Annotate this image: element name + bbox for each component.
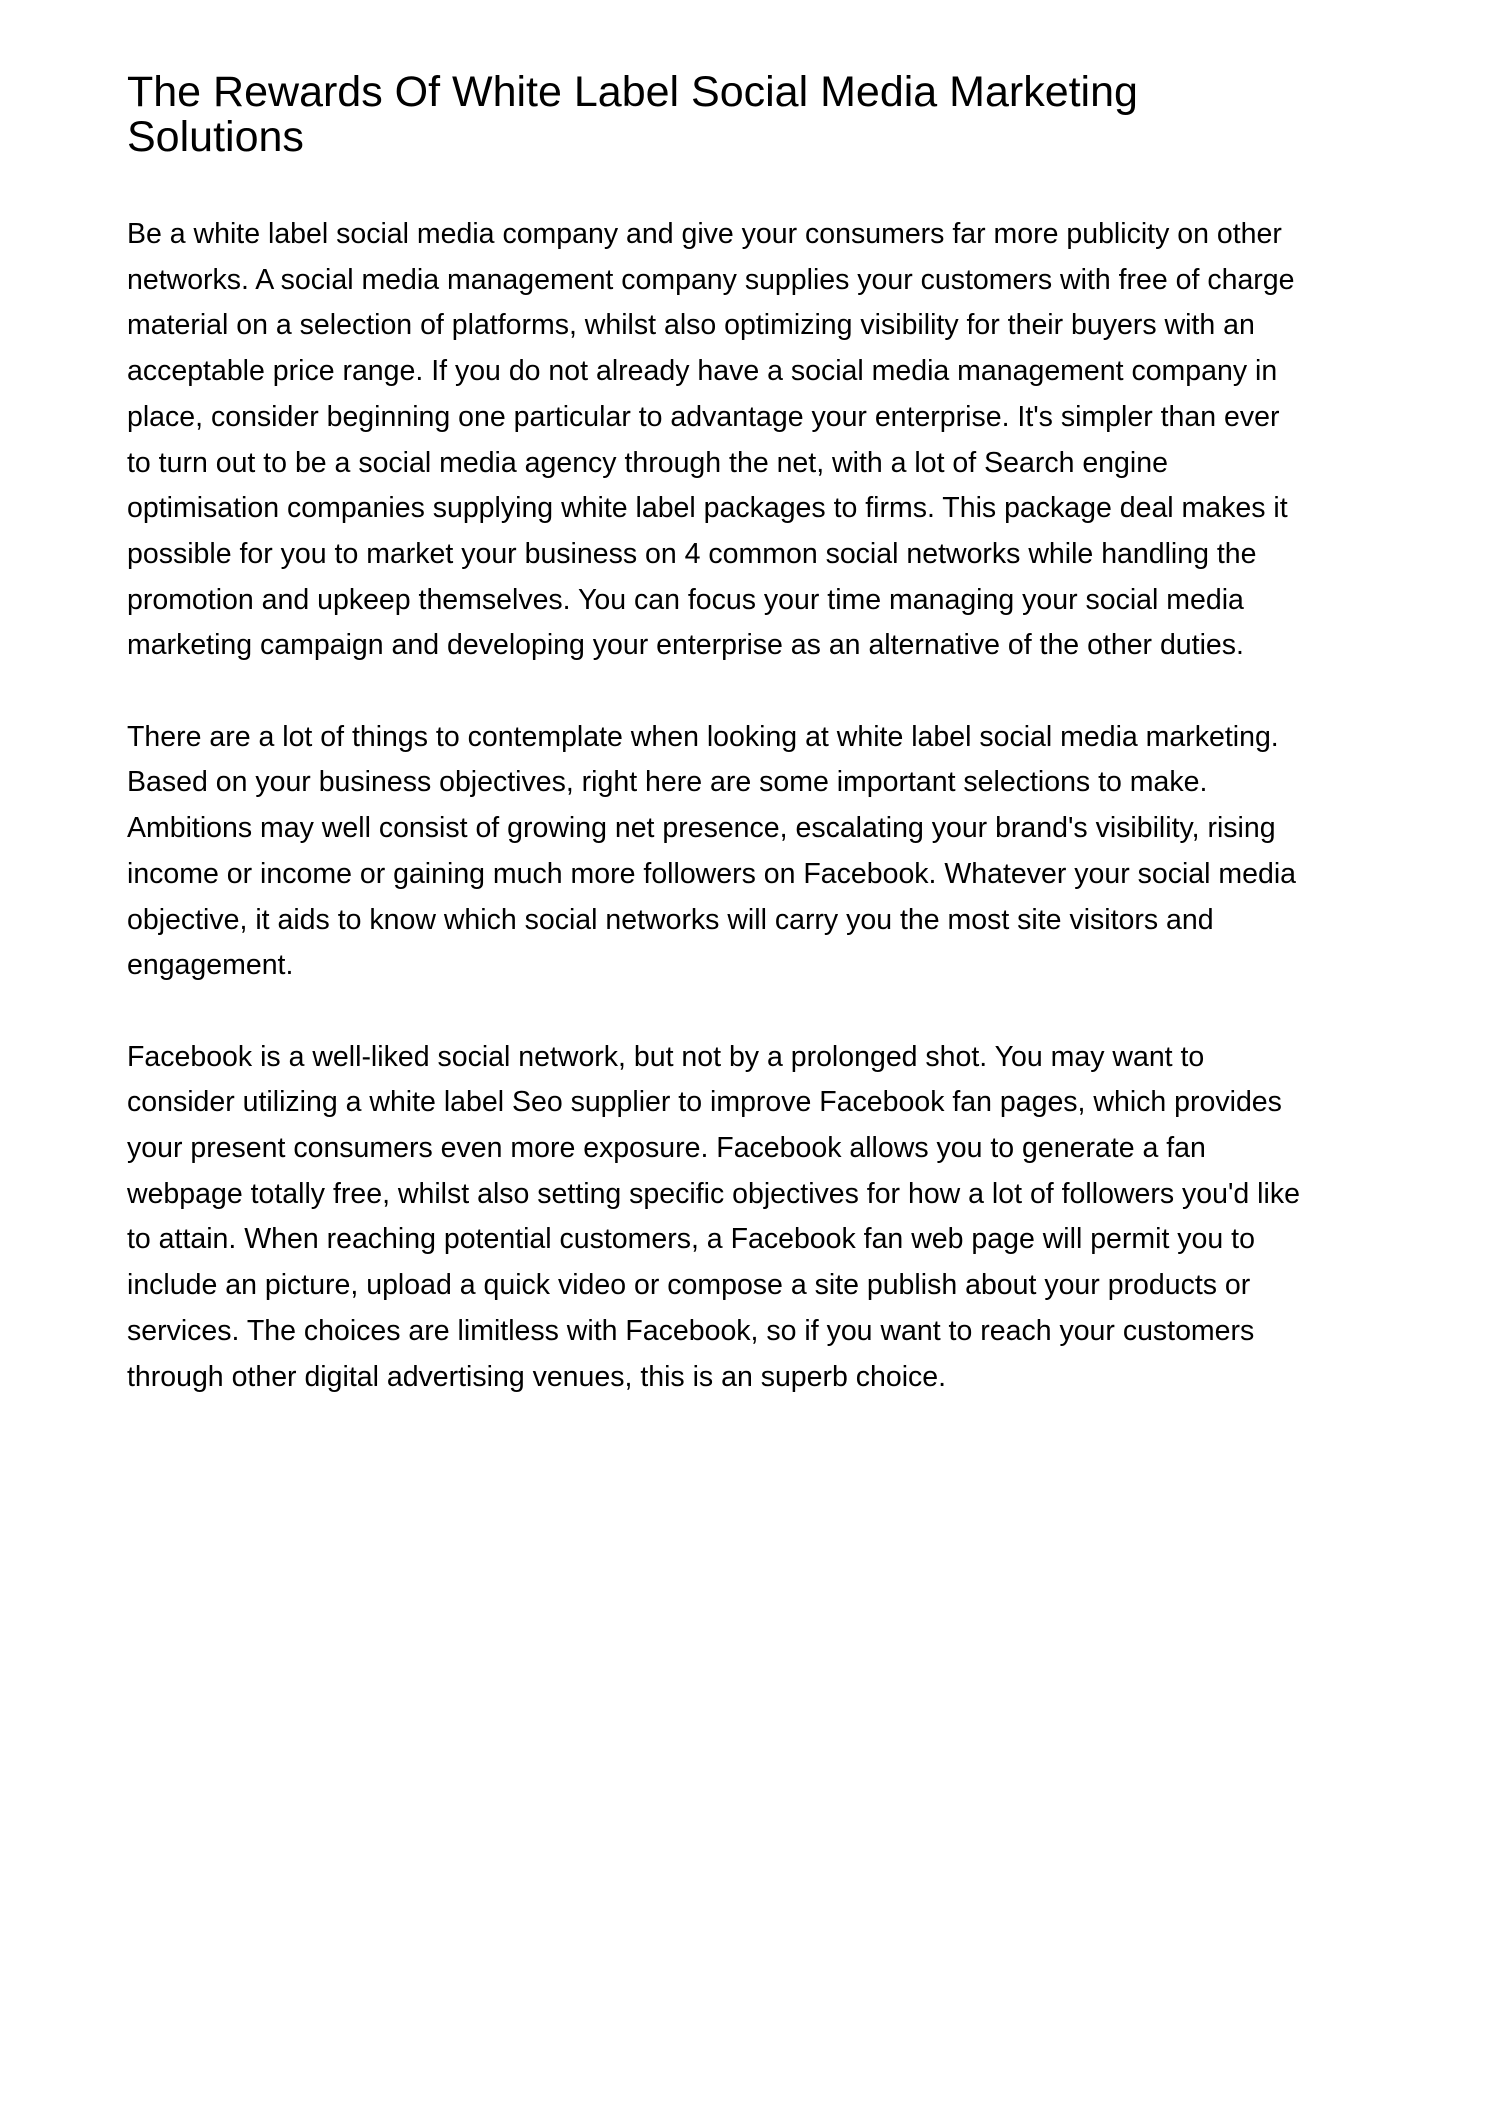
text-line: include an picture, upload a quick video or compose a site publish about your products or bbox=[127, 1269, 1251, 1302]
text-line: services. The choices are limitless with Facebook, so if you want to reach your customers bbox=[127, 1314, 1255, 1347]
page-title bbox=[127, 70, 1138, 160]
paragraph-3 bbox=[127, 1035, 1300, 1401]
text-line: Ambitions may well consist of growing net presence, escalating your brand's visibility, rising bbox=[127, 812, 1276, 845]
text-line: to turn out to be a social media agency through the net, with a lot of Search engine bbox=[127, 446, 1168, 479]
text-line: networks. A social media management company supplies your customers with free of charge bbox=[127, 263, 1295, 296]
text-line: engagement. bbox=[127, 949, 294, 982]
text-line: Facebook is a well-liked social network, but not by a prolonged shot. You may want to bbox=[127, 1040, 1205, 1073]
text-line: your present consumers even more exposure. Facebook allows you to generate a fan bbox=[127, 1132, 1206, 1165]
text-line: acceptable price range. If you do not already have a social media management company in bbox=[127, 355, 1278, 388]
text-line: Be a white label social media company and give your consumers far more publicity on other bbox=[127, 218, 1282, 250]
paragraph-2 bbox=[127, 715, 1300, 989]
text-line: to attain. When reaching potential customers, a Facebook fan web page will permit you to bbox=[127, 1223, 1255, 1256]
text-line: through other digital advertising venues, this is an superb choice. bbox=[127, 1360, 947, 1393]
text-line: objective, it aids to know which social networks will carry you the most site visitors and bbox=[127, 903, 1214, 936]
text-line: There are a lot of things to contemplate when looking at white label social media marketing. bbox=[127, 720, 1279, 753]
text-line: possible for you to market your business on 4 common social networks while handling the bbox=[127, 537, 1257, 570]
text-line: webpage totally free, whilst also setting specific objectives for how a lot of followers you'd like bbox=[127, 1177, 1300, 1210]
article-body bbox=[127, 212, 1300, 1446]
text-line: consider utilizing a white label Seo supplier to improve Facebook fan pages, which provides bbox=[127, 1086, 1282, 1119]
text-line: Based on your business objectives, right here are some important selections to make. bbox=[127, 766, 1208, 799]
text-line: income or income or gaining much more followers on Facebook. Whatever your social media bbox=[127, 857, 1297, 890]
text-line: promotion and upkeep themselves. You can focus your time managing your social media bbox=[127, 583, 1244, 616]
title-line: Solutions bbox=[127, 113, 304, 161]
paragraph-1 bbox=[127, 212, 1300, 669]
text-line: optimisation companies supplying white label packages to firms. This package deal makes it bbox=[127, 492, 1288, 525]
title-line: The Rewards Of White Label Social Media Marketing bbox=[127, 68, 1138, 116]
text-line: material on a selection of platforms, whilst also optimizing visibility for their buyers with an bbox=[127, 309, 1255, 342]
text-line: place, consider beginning one particular to advantage your enterprise. It's simpler than ever bbox=[127, 400, 1280, 433]
text-line: marketing campaign and developing your enterprise as an alternative of the other duties. bbox=[127, 629, 1244, 662]
